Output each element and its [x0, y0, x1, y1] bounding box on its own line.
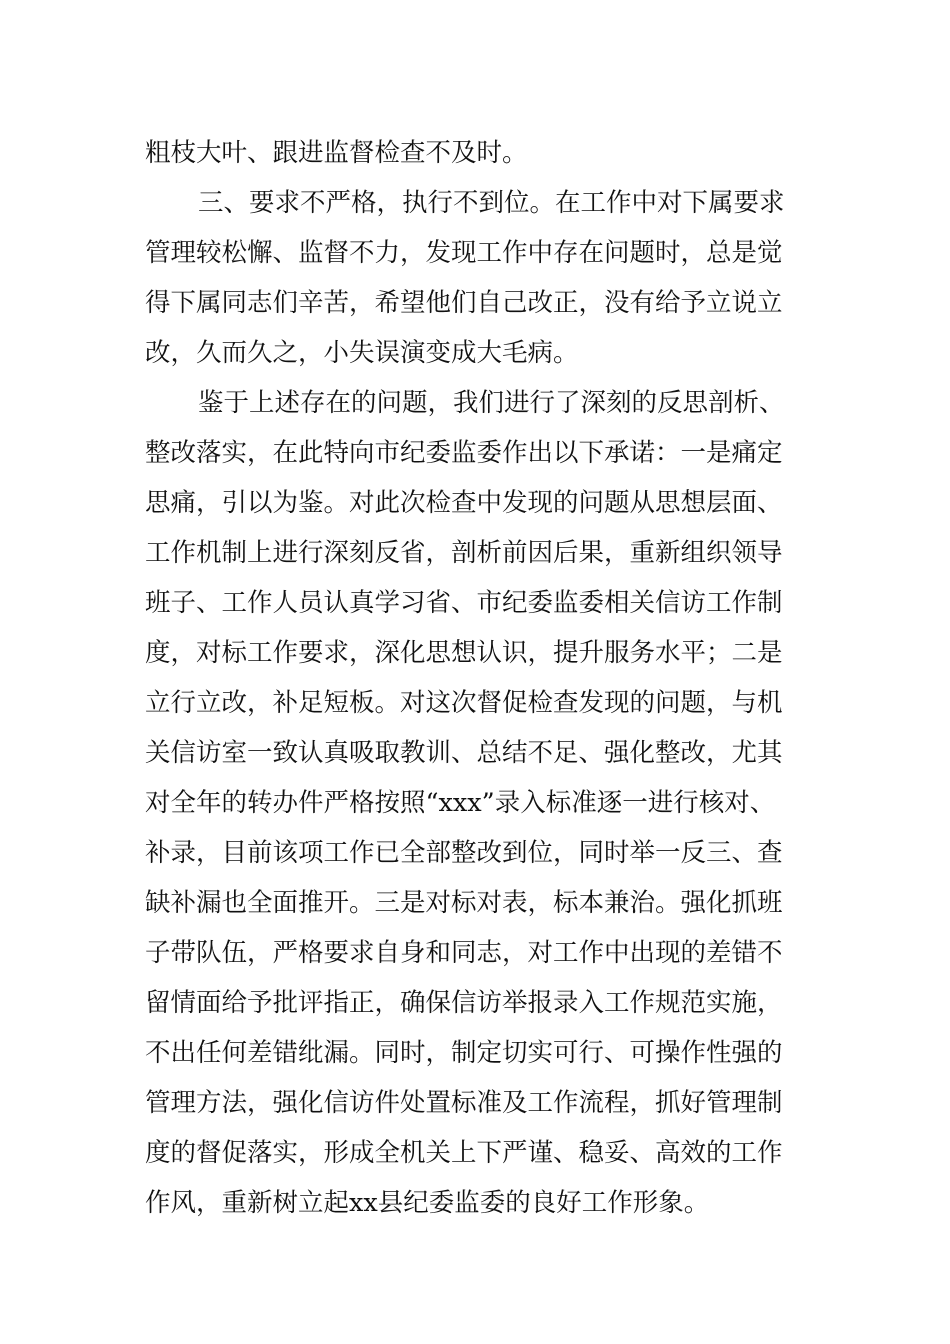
- text-line: 不出任何差错纰漏。同时，制定切实可行、可操作性强的: [145, 1038, 783, 1068]
- text-line: 得下属同志们辛苦，希望他们自己改正，没有给予立说立: [145, 288, 783, 318]
- text-line: 度，对标工作要求，深化思想认识，提升服务水平；二是: [145, 638, 783, 668]
- text-line: 改，久而久之，小失误演变成大毛病。: [145, 338, 579, 368]
- text-line: 管理较松懈、监督不力，发现工作中存在问题时，总是觉: [145, 238, 783, 268]
- text-line: 立行立改，补足短板。对这次督促检查发现的问题，与机: [145, 688, 783, 718]
- text-line: 粗枝大叶、跟进监督检查不及时。: [145, 138, 528, 168]
- text-line: 留情面给予批评指正，确保信访举报录入工作规范实施，: [145, 988, 783, 1018]
- text-line: 工作机制上进行深刻反省，剖析前因后果，重新组织领导: [145, 538, 783, 568]
- text-line: 补录，目前该项工作已全部整改到位，同时举一反三、查: [145, 838, 783, 868]
- text-line: 整改落实，在此特向市纪委监委作出以下承诺：一是痛定: [145, 438, 783, 468]
- text-line: 管理方法，强化信访件处置标准及工作流程，抓好管理制: [145, 1088, 783, 1118]
- text-line: 子带队伍，严格要求自身和同志，对工作中出现的差错不: [145, 938, 783, 968]
- text-line: 班子、工作人员认真学习省、市纪委监委相关信访工作制: [145, 588, 783, 618]
- text-line: 度的督促落实，形成全机关上下严谨、稳妥、高效的工作: [145, 1138, 783, 1168]
- text-line: 对全年的转办件严格按照“xxx”录入标准逐一进行核对、: [145, 788, 776, 818]
- paragraph-start-line: 三、要求不严格，执行不到位。在工作中对下属要求: [198, 188, 785, 218]
- text-line: 关信访室一致认真吸取教训、总结不足、强化整改，尤其: [145, 738, 783, 768]
- paragraph-start-line: 鉴于上述存在的问题，我们进行了深刻的反思剖析、: [198, 388, 785, 418]
- text-line: 作风，重新树立起xx县纪委监委的良好工作形象。: [145, 1188, 710, 1218]
- text-line: 缺补漏也全面推开。三是对标对表，标本兼治。强化抓班: [145, 888, 783, 918]
- text-line: 思痛，引以为鉴。对此次检查中发现的问题从思想层面、: [145, 488, 783, 518]
